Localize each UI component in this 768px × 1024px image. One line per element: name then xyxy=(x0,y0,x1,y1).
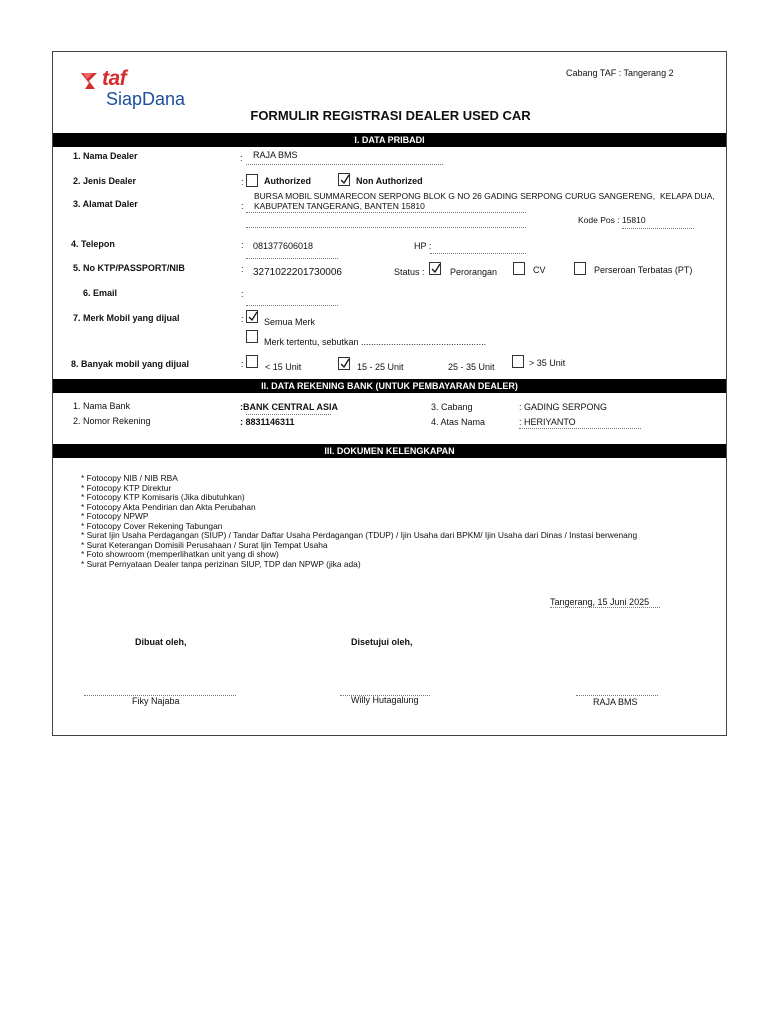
signer-1-name: Fiky Najaba xyxy=(132,696,180,706)
branch-bank-label: 3. Cabang xyxy=(431,402,473,412)
section-data-pribadi-header: I. DATA PRIBADI xyxy=(53,133,726,147)
document-item: * Fotocopy Akta Pendirian dan Akta Perubahan xyxy=(81,501,256,512)
colon: : xyxy=(241,314,244,324)
dealer-name-label: 1. Nama Dealer xyxy=(73,151,138,161)
ktp-label: 5. No KTP/PASSPORT/NIB xyxy=(73,263,185,273)
phone-value[interactable]: 081377606018 xyxy=(253,241,314,251)
colon: : xyxy=(241,177,244,187)
qty-15-25-label: 15 - 25 Unit xyxy=(357,362,404,372)
colon: : xyxy=(240,153,243,163)
colon: : xyxy=(241,359,244,369)
place-date-underline xyxy=(550,607,660,608)
form-title: FORMULIR REGISTRASI DEALER USED CAR xyxy=(250,108,531,123)
bank-name-underline xyxy=(246,414,331,415)
phone-underline xyxy=(246,258,338,259)
address-line-1-tail: KELAPA DUA, xyxy=(660,191,715,201)
dealer-name-underline xyxy=(246,164,443,165)
address-underline-2 xyxy=(246,227,526,228)
document-item: * Fotocopy NIB / NIB RBA xyxy=(81,473,178,483)
section-bank-account-header: II. DATA REKENING BANK (UNTUK PEMBAYARAN DEALER) xyxy=(53,379,726,393)
all-brands-label: Semua Merk xyxy=(264,317,316,327)
qty-15-25-checkbox[interactable] xyxy=(338,357,350,370)
account-holder-value[interactable]: : HERIYANTO xyxy=(519,417,576,427)
checkmark-icon xyxy=(340,174,350,185)
logo-text-siapdana: SiapDana xyxy=(106,89,186,109)
all-brands-checkbox[interactable] xyxy=(246,310,258,323)
document-item: * Fotocopy KTP Direktur xyxy=(81,482,172,493)
qty-under-15-checkbox[interactable] xyxy=(246,355,258,368)
registration-form xyxy=(52,51,727,736)
qty-over-35-label: > 35 Unit xyxy=(529,358,566,368)
colon: : xyxy=(241,240,244,250)
non-authorized-checkbox[interactable] xyxy=(338,173,350,186)
document-item: * Surat Ijin Usaha Perdagangan (SIUP) / Tandar Daftar Usaha Perdagangan (TDUP) / Ijin Usaha dari BPKM/ Ijin Usaha dari Dinas / Instasi berwenang xyxy=(81,530,638,540)
document-list xyxy=(81,474,637,569)
signature-line-3 xyxy=(576,695,658,696)
status-pt-label: Perseroan Terbatas (PT) xyxy=(594,265,693,275)
hp-label: HP : xyxy=(414,241,432,251)
address-underline-1 xyxy=(246,212,526,213)
account-number-value[interactable]: : 8831146311 xyxy=(240,417,295,427)
dealer-type-label: 2. Jenis Dealer xyxy=(73,176,137,186)
specific-brand-label: Merk tertentu, sebutkan .................................................. xyxy=(264,337,487,347)
status-pt-checkbox[interactable] xyxy=(574,262,586,275)
signer-3-name: RAJA BMS xyxy=(593,697,638,707)
dealer-name-value[interactable]: RAJA BMS xyxy=(253,150,298,160)
document-item: * Fotocopy KTP Komisaris (Jika dibutuhkan) xyxy=(81,492,245,502)
checkmark-icon xyxy=(248,311,258,322)
email-underline[interactable] xyxy=(246,305,338,306)
document-item: * Surat Keterangan Domisili Perusahaan / Surat Ijin Tempat Usaha xyxy=(81,539,328,550)
account-holder-underline xyxy=(519,428,641,429)
document-item: * Fotocopy NPWP xyxy=(81,511,149,521)
signer-2-name: Willy Hutagalung xyxy=(351,695,419,705)
address-line-2[interactable]: KABUPATEN TANGERANG, BANTEN 15810 xyxy=(254,201,425,211)
status-cv-checkbox[interactable] xyxy=(513,262,525,275)
colon: : xyxy=(241,289,244,299)
status-perorangan-label: Perorangan xyxy=(450,267,498,277)
status-cv-label: CV xyxy=(533,265,546,275)
account-holder-label: 4. Atas Nama xyxy=(431,417,486,427)
hp-underline xyxy=(430,253,526,254)
address-line-1[interactable]: BURSA MOBIL SUMMARECON SERPONG BLOK G NO 26 GADING SERPONG CURUG SANGERENG, xyxy=(254,191,656,201)
made-by-label: Dibuat oleh, xyxy=(135,637,187,647)
taf-logo xyxy=(81,69,191,111)
document-item: * Surat Pernyataan Dealer tanpa perizinan SIUP, TDP dan NPWP (jika ada) xyxy=(81,558,361,569)
qty-over-35-checkbox[interactable] xyxy=(512,355,524,368)
status-label: Status : xyxy=(394,267,425,277)
approved-by-label: Disetujui oleh, xyxy=(351,637,413,647)
phone-label: 4. Telepon xyxy=(71,239,115,249)
ktp-value[interactable]: 3271022201730006 xyxy=(253,267,342,278)
logo-text-taf: taf xyxy=(102,67,127,90)
checkmark-icon xyxy=(431,263,441,274)
colon: : xyxy=(241,264,244,274)
qty-under-15-label: < 15 Unit xyxy=(265,362,302,372)
status-perorangan-checkbox[interactable] xyxy=(429,262,441,275)
specific-brand-checkbox[interactable] xyxy=(246,330,258,343)
postal-code-underline xyxy=(622,228,694,229)
branch-bank-value[interactable]: : GADING SERPONG xyxy=(519,402,608,412)
email-label: 6. Email xyxy=(83,288,118,298)
bank-name-label: 1. Nama Bank xyxy=(73,401,131,411)
document-item: * Foto showroom (memperlihatkan unit yang di show) xyxy=(81,549,279,559)
branch-label: Cabang TAF : Tangerang 2 xyxy=(566,68,674,78)
taf-logo-mark-icon xyxy=(81,71,101,91)
postal-code: Kode Pos : 15810 xyxy=(578,215,646,225)
colon: : xyxy=(241,201,244,211)
bank-name-value[interactable]: :BANK CENTRAL ASIA xyxy=(240,402,338,412)
non-authorized-label: Non Authorized xyxy=(356,176,423,186)
qty-25-35-label[interactable]: 25 - 35 Unit xyxy=(448,362,495,372)
place-date: Tangerang, 15 Juni 2025 xyxy=(550,597,650,607)
document-item: * Fotocopy Cover Rekening Tabungan xyxy=(81,520,223,531)
address-label: 3. Alamat Daler xyxy=(73,199,138,209)
section-documents-header: III. DOKUMEN KELENGKAPAN xyxy=(53,444,726,458)
account-number-label: 2. Nomor Rekening xyxy=(73,416,151,426)
authorized-checkbox[interactable] xyxy=(246,174,258,187)
brand-label: 7. Merk Mobil yang dijual xyxy=(73,313,180,323)
quantity-label: 8. Banyak mobil yang dijual xyxy=(71,359,190,369)
checkmark-icon xyxy=(340,358,350,369)
authorized-label: Authorized xyxy=(264,176,311,186)
